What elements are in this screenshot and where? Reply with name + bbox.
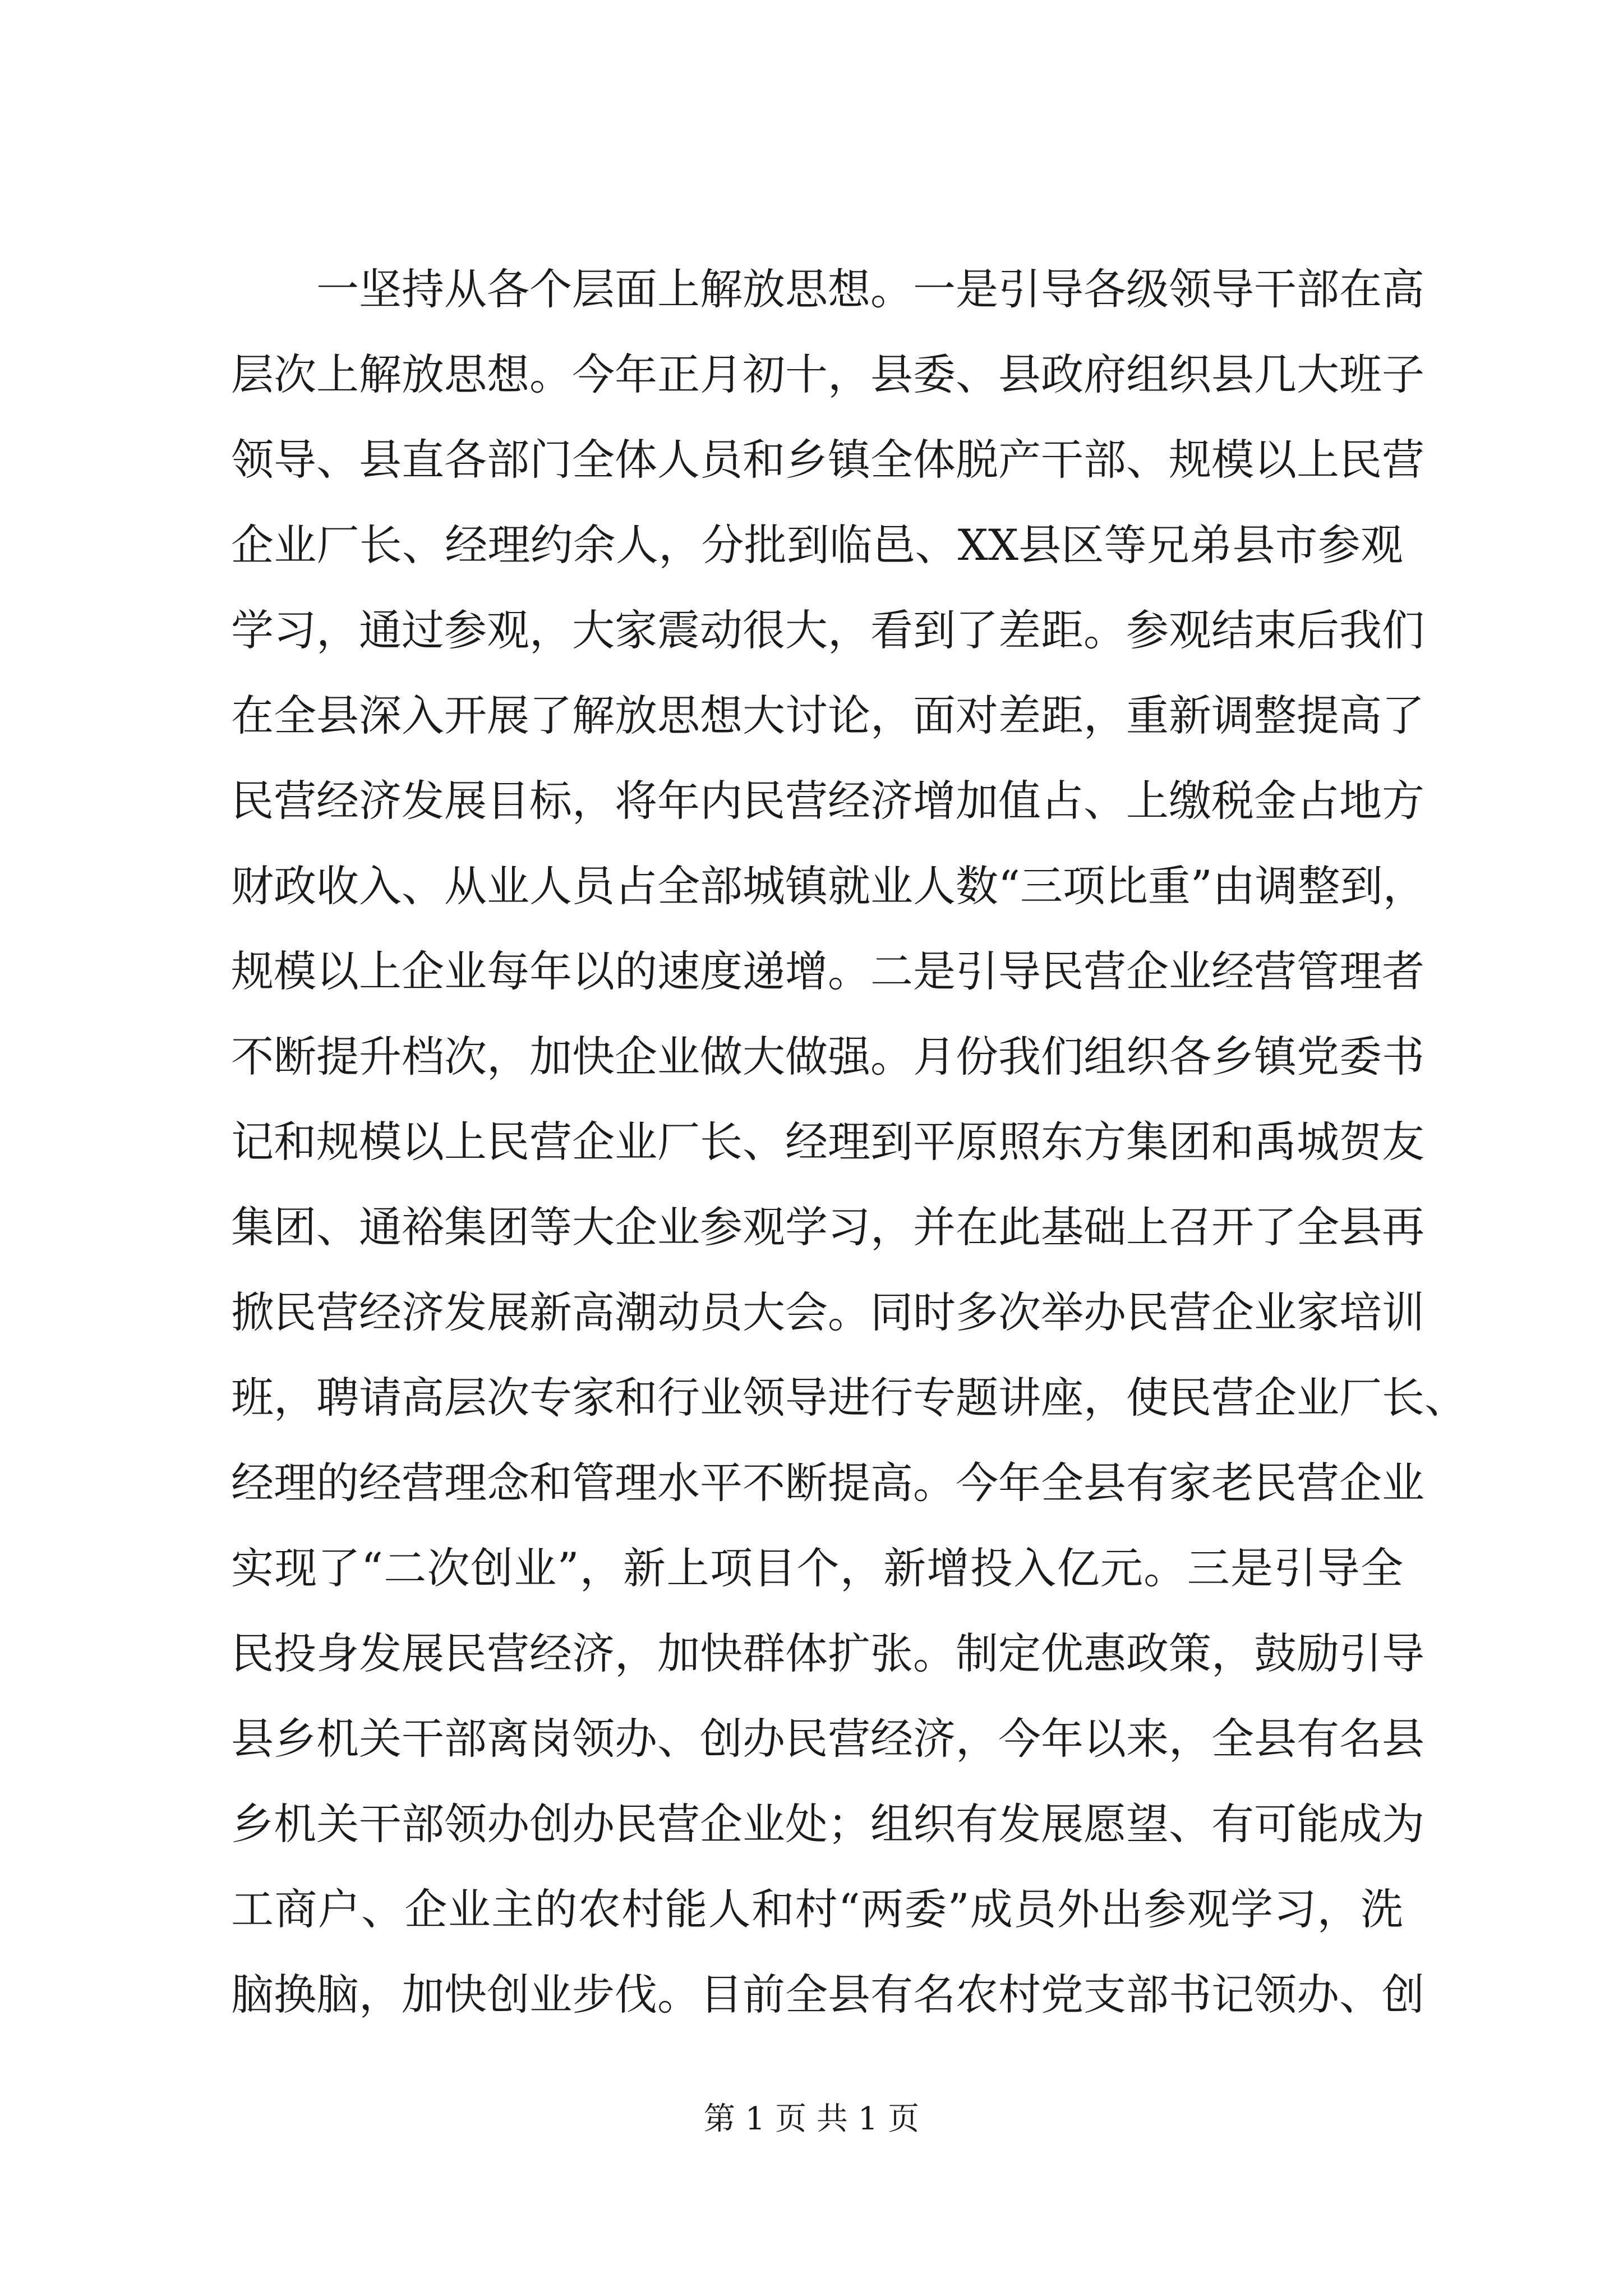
page-number-footer: 第 1 页 共 1 页 (703, 2101, 920, 2137)
text-line: 集团、通裕集团等大企业参观学习，并在此基础上召开了全县再 (231, 1202, 1424, 1252)
text-line: 一坚持从各个层面上解放思想。一是引导各级领导干部在高 (316, 264, 1424, 314)
text-line: 领导、县直各部门全体人员和乡镇全体脱产干部、规模以上民营 (231, 435, 1424, 485)
body-paragraph (231, 247, 1467, 2037)
text-line: 工商户、企业主的农村能人和村“两委”成员外出参观学习，洗 (231, 1884, 1403, 1934)
text-line: 学习，通过参观，大家震动很大，看到了差距。参观结束后我们 (231, 605, 1424, 655)
text-line: 脑换脑，加快创业步伐。目前全县有名农村党支部书记领办、创 (231, 1970, 1424, 2019)
text-line: 在全县深入开展了解放思想大讨论，面对差距，重新调整提高了 (231, 691, 1424, 740)
text-line: 财政收入、从业人员占全部城镇就业人数“三项比重”由调整到， (231, 861, 1426, 911)
text-line: 企业厂长、经理约余人，分批到临邑、XX县区等兄弟县市参观 (231, 520, 1403, 570)
text-line: 经理的经营理念和管理水平不断提高。今年全县有家老民营企业 (231, 1458, 1424, 1508)
text-line: 班，聘请高层次专家和行业领导进行专题讲座，使民营企业厂长、 (231, 1373, 1467, 1423)
text-line: 掀民营经济发展新高潮动员大会。同时多次举办民营企业家培训 (231, 1287, 1424, 1337)
text-line: 记和规模以上民营企业厂长、经理到平原照东方集团和禹城贺友 (231, 1117, 1424, 1167)
text-line: 民投身发展民营经济，加快群体扩张。制定优惠政策，鼓励引导 (231, 1628, 1424, 1678)
text-line: 不断提升档次，加快企业做大做强。月份我们组织各乡镇党委书 (231, 1032, 1424, 1082)
text-line: 县乡机关干部离岗领办、创办民营经济，今年以来，全县有名县 (231, 1714, 1424, 1764)
text-line: 实现了“二次创业”，新上项目个，新增投入亿元。三是引导全 (231, 1543, 1403, 1593)
text-line: 乡机关干部领办创办民营企业处；组织有发展愿望、有可能成为 (231, 1799, 1424, 1849)
text-line: 规模以上企业每年以的速度递增。二是引导民营企业经营管理者 (231, 946, 1424, 996)
text-line: 民营经济发展目标，将年内民营经济增加值占、上缴税金占地方 (231, 776, 1424, 826)
text-line: 层次上解放思想。今年正月初十，县委、县政府组织县几大班子 (231, 349, 1424, 399)
